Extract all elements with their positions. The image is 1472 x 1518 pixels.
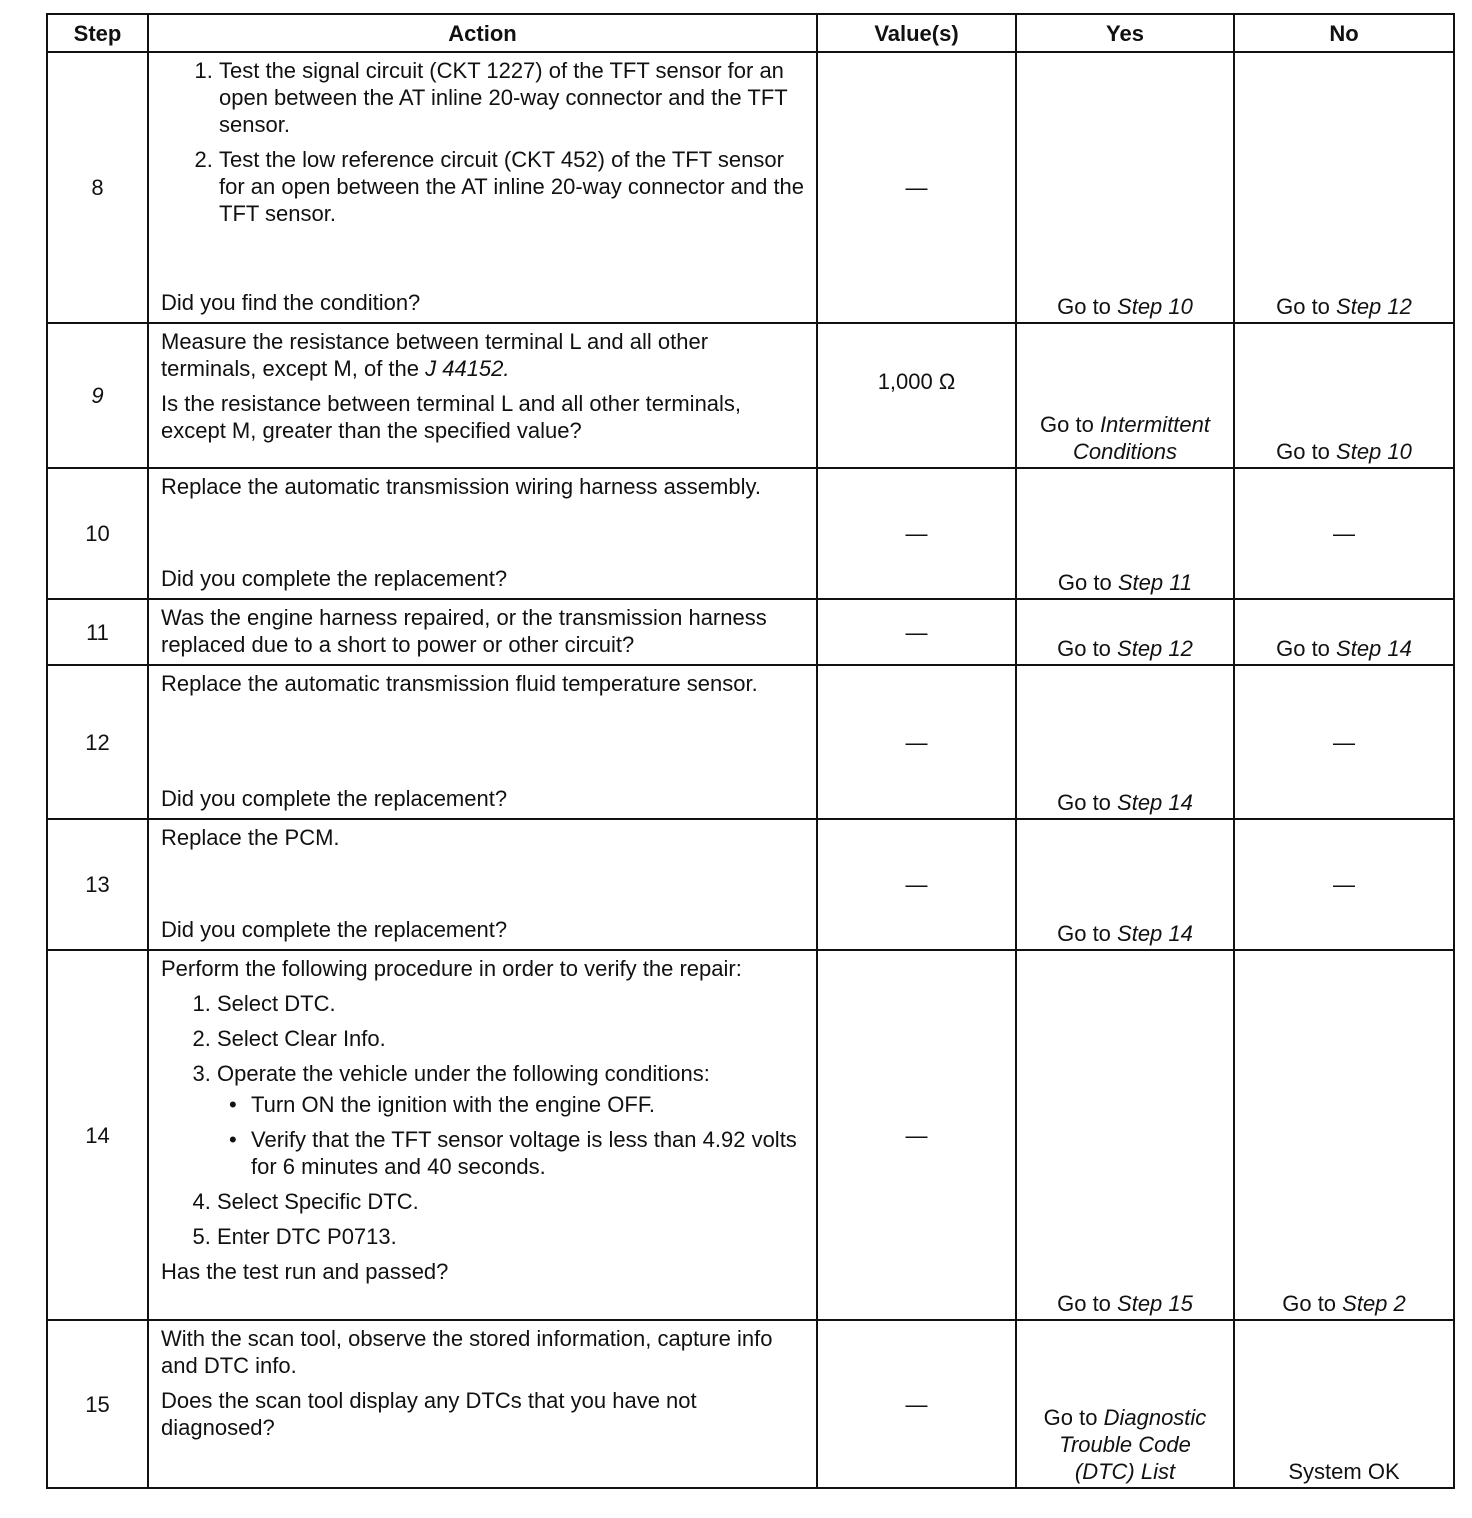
action-cell bbox=[148, 950, 817, 1320]
condition-item: • Verify that the TFT sensor voltage is less than 4.92 volts for 6 minutes and 40 seconds. bbox=[251, 1126, 806, 1180]
table-row bbox=[47, 52, 1454, 323]
step-link[interactable]: Step 11 bbox=[1117, 570, 1193, 595]
action-text bbox=[161, 328, 806, 382]
action-question: Has the test run and passed? bbox=[161, 1259, 449, 1284]
no-cell bbox=[1234, 950, 1454, 1320]
action-cell bbox=[148, 819, 817, 950]
yes-cell bbox=[1016, 665, 1234, 819]
goto-text: Go to bbox=[1057, 570, 1118, 595]
list-item: 1. Test the signal circuit (CKT 1227) of the TFT sensor for an open between the AT inline 20-way connector and the TFT sensor. bbox=[219, 57, 806, 138]
header-row bbox=[47, 14, 1454, 52]
step-link[interactable]: Step 14 bbox=[1117, 790, 1193, 815]
header-no: No bbox=[1234, 14, 1454, 52]
yes-cell bbox=[1016, 323, 1234, 468]
yes-cell bbox=[1016, 468, 1234, 599]
action-steps bbox=[161, 57, 806, 235]
table-row bbox=[47, 950, 1454, 1320]
action-question: Does the scan tool display any DTCs that you have not diagnosed? bbox=[161, 1388, 697, 1440]
value-cell: — bbox=[817, 819, 1016, 950]
action-cell bbox=[148, 468, 817, 599]
goto-text: Go to bbox=[1057, 636, 1118, 661]
condition-list bbox=[217, 1091, 806, 1180]
step-link[interactable]: Intermittent Conditions bbox=[1073, 412, 1210, 464]
action-question: Is the resistance between terminal L and all other terminals, except M, greater than the specified value? bbox=[161, 391, 742, 443]
action-text: Replace the PCM. bbox=[161, 825, 340, 850]
no-cell: — bbox=[1234, 819, 1454, 950]
action-cell: Was the engine harness repaired, or the transmission harness replaced due to a short to power or other circuit? bbox=[148, 599, 817, 665]
goto-text: Go to bbox=[1276, 439, 1337, 464]
value-cell: — bbox=[817, 1320, 1016, 1488]
list-item: 5. Enter DTC P0713. bbox=[217, 1223, 806, 1250]
list-item bbox=[217, 1060, 806, 1180]
step-number: 11 bbox=[47, 599, 148, 665]
action-cell bbox=[148, 665, 817, 819]
yes-cell bbox=[1016, 1320, 1234, 1488]
step-number: 13 bbox=[47, 819, 148, 950]
step-number: 15 bbox=[47, 1320, 148, 1488]
step-link[interactable]: Step 12 bbox=[1117, 636, 1193, 661]
condition-item: • Turn ON the ignition with the engine OFF. bbox=[251, 1091, 806, 1118]
action-text: With the scan tool, observe the stored information, capture info and DTC info. bbox=[161, 1326, 773, 1378]
table-row bbox=[47, 468, 1454, 599]
no-cell: System OK bbox=[1234, 1320, 1454, 1488]
diagnostic-table bbox=[46, 13, 1455, 1489]
value-cell: — bbox=[817, 665, 1016, 819]
no-cell: — bbox=[1234, 665, 1454, 819]
value-cell: — bbox=[817, 52, 1016, 323]
value-cell: 1,000 Ω bbox=[817, 323, 1016, 468]
goto-text: Go to bbox=[1057, 790, 1118, 815]
step-number: 12 bbox=[47, 665, 148, 819]
step-number: 10 bbox=[47, 468, 148, 599]
header-values: Value(s) bbox=[817, 14, 1016, 52]
list-item-text: Operate the vehicle under the following conditions: bbox=[217, 1061, 710, 1086]
value-cell: — bbox=[817, 599, 1016, 665]
action-text: Replace the automatic transmission wiring harness assembly. bbox=[161, 474, 761, 499]
table-row bbox=[47, 323, 1454, 468]
no-cell bbox=[1234, 52, 1454, 323]
no-cell bbox=[1234, 323, 1454, 468]
header-step: Step bbox=[47, 14, 148, 52]
table-row bbox=[47, 665, 1454, 819]
step-number: 14 bbox=[47, 950, 148, 1320]
goto-text: Go to bbox=[1057, 1291, 1118, 1316]
action-text: Replace the automatic transmission fluid temperature sensor. bbox=[161, 671, 758, 696]
no-cell bbox=[1234, 599, 1454, 665]
tool-reference: J 44152. bbox=[425, 356, 510, 381]
goto-text: Go to bbox=[1282, 1291, 1343, 1316]
action-cell bbox=[148, 1320, 817, 1488]
action-question: Did you complete the replacement? bbox=[161, 786, 508, 811]
no-cell: — bbox=[1234, 468, 1454, 599]
goto-text: Go to bbox=[1057, 294, 1118, 319]
table-row bbox=[47, 1320, 1454, 1488]
action-steps bbox=[161, 990, 806, 1250]
action-cell bbox=[148, 323, 817, 468]
step-link[interactable]: Step 14 bbox=[1336, 636, 1412, 661]
yes-cell bbox=[1016, 599, 1234, 665]
action-question: Did you complete the replacement? bbox=[161, 917, 508, 942]
goto-text: Go to bbox=[1276, 636, 1337, 661]
goto-text: Go to bbox=[1043, 1405, 1104, 1430]
action-text: Perform the following procedure in order to verify the repair: bbox=[161, 956, 742, 981]
step-link[interactable]: Diagnostic Trouble Code (DTC) List bbox=[1059, 1405, 1207, 1484]
table-row bbox=[47, 599, 1454, 665]
action-question: Did you find the condition? bbox=[161, 290, 421, 315]
yes-cell bbox=[1016, 819, 1234, 950]
list-item: 2. Select Clear Info. bbox=[217, 1025, 806, 1052]
step-link[interactable]: Step 12 bbox=[1336, 294, 1412, 319]
step-link[interactable]: Step 15 bbox=[1117, 1291, 1193, 1316]
step-link[interactable]: Step 14 bbox=[1117, 921, 1193, 946]
value-cell: — bbox=[817, 468, 1016, 599]
goto-text: Go to bbox=[1276, 294, 1337, 319]
list-item: 2. Test the low reference circuit (CKT 452) of the TFT sensor for an open between the AT inline 20-way connector and the TFT sensor. bbox=[219, 146, 806, 227]
step-number: 9 bbox=[47, 323, 148, 468]
yes-cell bbox=[1016, 950, 1234, 1320]
goto-text: Go to bbox=[1040, 412, 1100, 437]
list-item: 1. Select DTC. bbox=[217, 990, 806, 1017]
action-question: Did you complete the replacement? bbox=[161, 566, 508, 591]
step-number: 8 bbox=[47, 52, 148, 323]
action-text-body: Measure the resistance between terminal L and all other terminals, except M, of the bbox=[161, 329, 709, 381]
header-action: Action bbox=[148, 14, 817, 52]
step-link[interactable]: Step 2 bbox=[1342, 1291, 1406, 1316]
step-link[interactable]: Step 10 bbox=[1117, 294, 1193, 319]
header-yes: Yes bbox=[1016, 14, 1234, 52]
value-cell: — bbox=[817, 950, 1016, 1320]
list-item: 4. Select Specific DTC. bbox=[217, 1188, 806, 1215]
table-row bbox=[47, 819, 1454, 950]
yes-cell bbox=[1016, 52, 1234, 323]
step-link[interactable]: Step 10 bbox=[1336, 439, 1412, 464]
goto-text: Go to bbox=[1057, 921, 1118, 946]
action-cell bbox=[148, 52, 817, 323]
